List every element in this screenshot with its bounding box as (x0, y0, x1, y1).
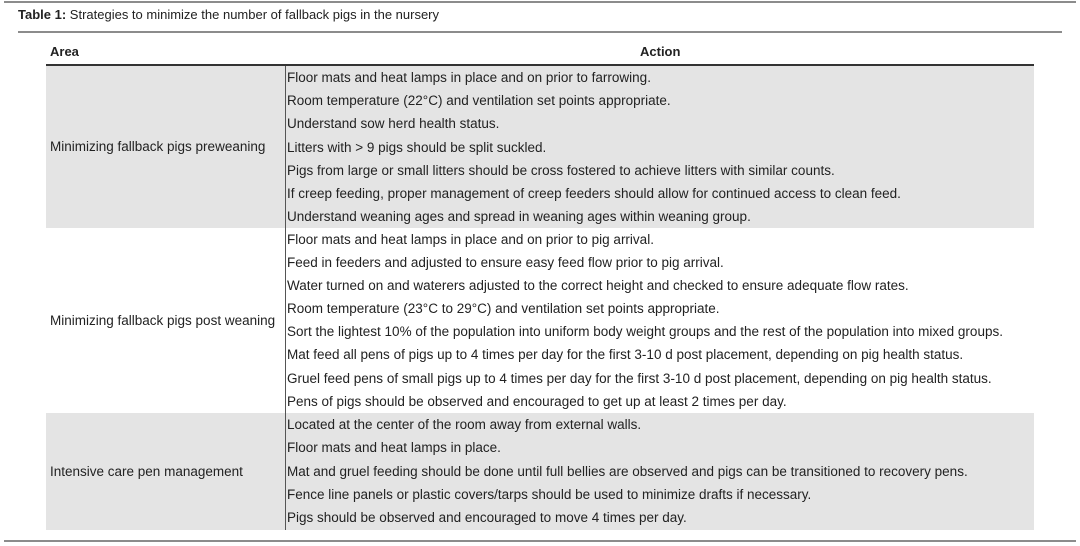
area-label: Minimizing fallback pigs preweaning (50, 139, 266, 154)
action-item: Sort the lightest 10% of the population into uniform body weight groups and the rest of the population into mixed groups. (287, 324, 1003, 340)
area-label: Intensive care pen management (50, 463, 243, 479)
table-bottom-border (4, 540, 1076, 542)
action-item: Room temperature (23°C to 29°C) and ventilation set points appropriate. (287, 301, 720, 317)
column-header-action: Action (640, 44, 681, 59)
action-item: Mat and gruel feeding should be done until full bellies are observed and pigs can be transitioned to recovery pens. (287, 463, 968, 479)
area-label: Minimizing fallback pigs post weaning (50, 312, 276, 328)
column-header-area: Area (50, 44, 79, 59)
action-item: Pigs should be observed and encouraged to move 4 times per day. (287, 510, 687, 526)
table-row-group-post-weaning (46, 228, 1034, 413)
action-list (287, 66, 1034, 228)
caption-label: Table 1: (18, 7, 67, 22)
area-cell (46, 228, 286, 413)
action-item: Room temperature (22°C) and ventilation set points appropriate. (287, 93, 671, 109)
action-item: Floor mats and heat lamps in place and on prior to farrowing. (287, 70, 651, 85)
action-list (287, 413, 1034, 529)
table-caption (18, 7, 439, 23)
action-item: Located at the center of the room away from external walls. (287, 417, 642, 432)
action-item: Litters with > 9 pigs should be split suckled. (287, 139, 547, 155)
action-item: Fence line panels or plastic covers/tarps should be used to minimize drafts if necessary. (287, 486, 812, 502)
area-cell (46, 66, 286, 228)
action-item: Water turned on and waterers adjusted to the correct height and checked to ensure adequate flow rates. (287, 278, 909, 294)
table-row-group-preweaning (46, 66, 1034, 228)
table-top-border (4, 1, 1076, 3)
action-item: Gruel feed pens of small pigs up to 4 times per day for the first 3-10 d post placement, depending on pig health status. (287, 370, 992, 386)
action-item: Floor mats and heat lamps in place and on prior to pig arrival. (287, 232, 654, 247)
caption-text: Strategies to minimize the number of fallback pigs in the nursery (66, 7, 440, 22)
table-row-group-intensive-care (46, 413, 1034, 530)
caption-divider (18, 31, 1062, 33)
action-list (287, 228, 1034, 413)
action-item: Feed in feeders and adjusted to ensure easy feed flow prior to pig arrival. (287, 255, 724, 271)
action-item: Understand weaning ages and spread in weaning ages within weaning group. (287, 209, 751, 225)
area-cell (46, 413, 286, 530)
action-item: Floor mats and heat lamps in place. (287, 440, 501, 456)
action-item: If creep feeding, proper management of creep feeders should allow for continued access to clean feed. (287, 185, 901, 201)
action-item: Pigs from large or small litters should be cross fostered to achieve litters with similar counts. (287, 162, 835, 178)
action-item: Understand sow herd health status. (287, 116, 500, 132)
action-item: Mat feed all pens of pigs up to 4 times per day for the first 3-10 d post placement, depending on pig health status. (287, 347, 964, 363)
action-item: Pens of pigs should be observed and encouraged to get up at least 2 times per day. (287, 393, 787, 409)
